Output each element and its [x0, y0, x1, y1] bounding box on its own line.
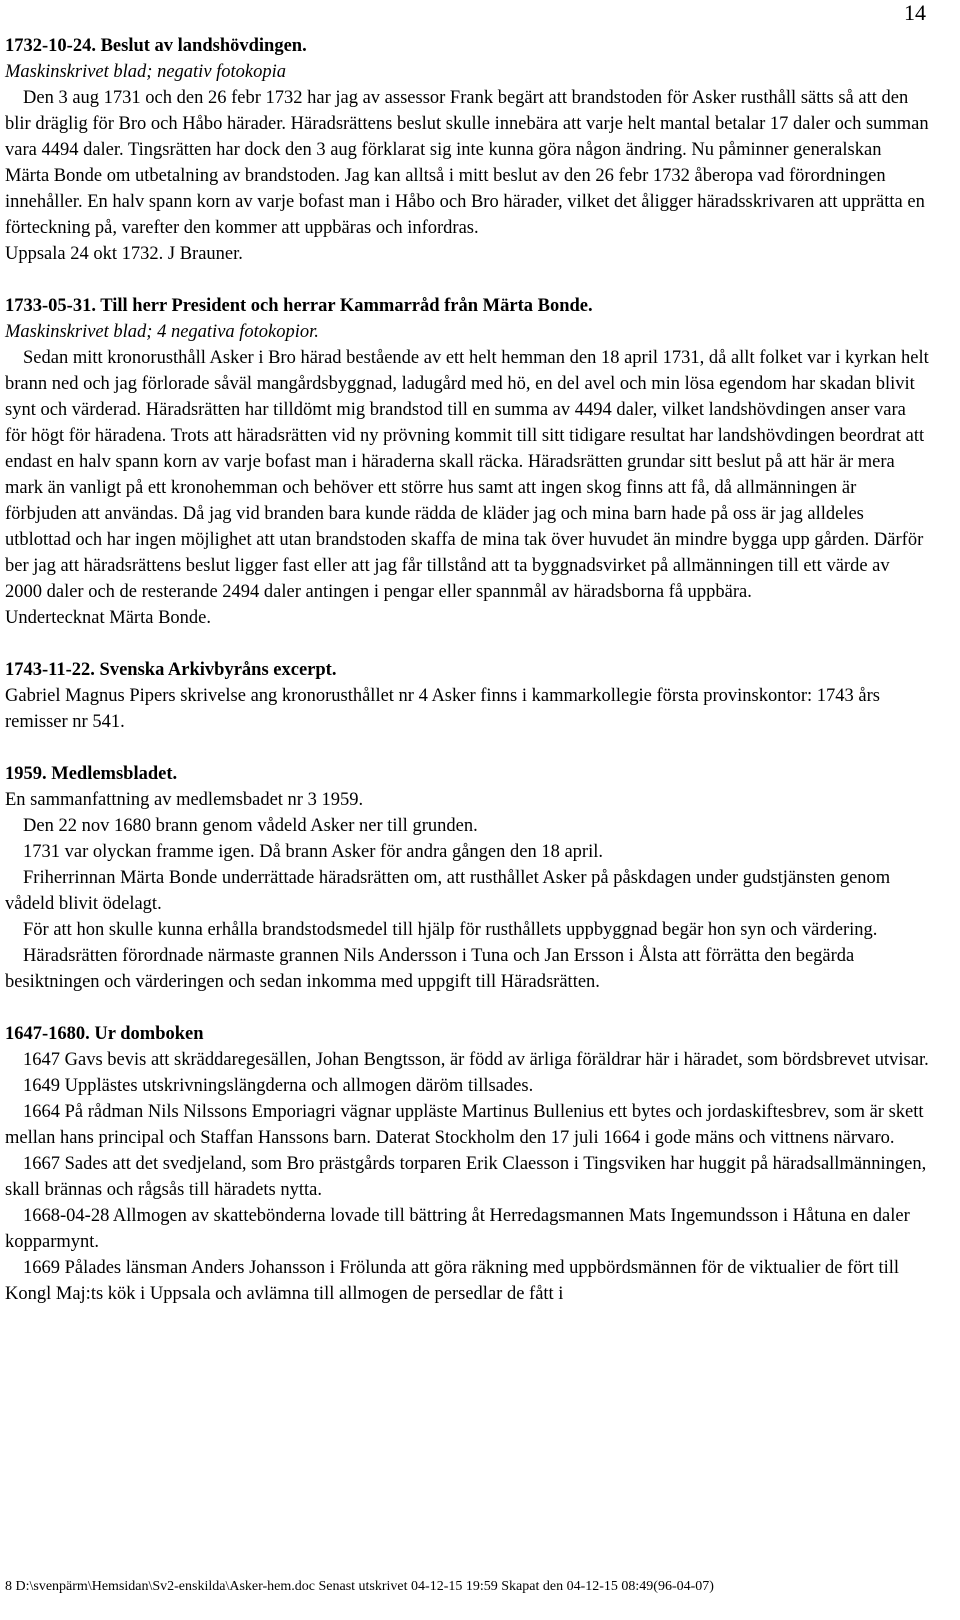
paragraph: Den 22 nov 1680 brann genom vådeld Asker ner till grunden.	[23, 816, 478, 836]
paragraph: Friherrinnan Märta Bonde underrättade häradsrätten om, att rusthållet Asker på påskdagen under gudstjänsten genom vådeld blivit ödelagt.	[5, 868, 891, 914]
paragraph: Undertecknat Märta Bonde.	[5, 608, 211, 628]
paragraph: 1649 Upplästes utskrivningslängderna och allmogen däröm tillsades.	[23, 1076, 534, 1096]
paragraph: En sammanfattning av medlemsbadet nr 3 1959.	[5, 790, 364, 810]
paragraph: 1647 Gavs bevis att skräddaregesällen, Johan Bengtsson, är född av ärliga föräldrar här i häradet, som bördsbrevet utvisar.	[23, 1050, 929, 1070]
page-number: 14	[904, 0, 926, 25]
paragraph: Gabriel Magnus Pipers skrivelse ang kronorusthållet nr 4 Asker finns i kammarkollegie första provinskontor: 1743 års remisser nr 541.	[5, 686, 880, 732]
paragraph: 1668-04-28 Allmogen av skattebönderna lovade till bättring åt Herredagsmannen Mats Ingemundsson i Håtuna en daler kopparmynt.	[5, 1206, 910, 1252]
paragraph: För att hon skulle kunna erhålla brandstodsmedel till hjälp för rusthållets uppbyggnad begär hon syn och värdering.	[23, 920, 878, 940]
section-heading: 1959. Medlemsbladet.	[5, 764, 178, 784]
paragraph: 1667 Sades att det svedjeland, som Bro prästgårds torparen Erik Claesson i Tingsviken har huggit på häradsallmänningen, skall brännas och rågsås till häradets nytta.	[5, 1154, 927, 1200]
paragraph: 1669 Pålades länsman Anders Johansson i Frölunda att göra räkning med uppbördsmännen för de viktualier de fört till Kongl Maj:ts kök i Uppsala och avlämna till allmogen de persedlar de fått i	[5, 1258, 900, 1304]
section-heading: 1732-10-24. Beslut av landshövdingen.	[5, 36, 307, 56]
section-source-note: Maskinskrivet blad; negativ fotokopia	[5, 62, 287, 82]
section-heading: 1733-05-31. Till herr President och herrar Kammarråd från Märta Bonde.	[5, 296, 593, 316]
paragraph: Den 3 aug 1731 och den 26 febr 1732 har jag av assessor Frank begärt att brandstoden för Asker rusthåll sätts så att den blir dräglig för Bro och Håbo härader. Häradsrättens beslut skulle innebära att varje helt mantal betalar 17 daler och summan vara 4494 daler. Tingsrätten har dock den 3 aug förklarat sig inte kunna göra någon ändring. Nu påminner generalskan Märta Bonde om utbetalning av brandstoden. Jag kan alltså i mitt beslut av den 26 febr 1732 åberopa vad förordningen innehåller. En halv spann korn av varje bofast man i Håbo och Bro härader, vilket det åligger häradsskrivaren att upprätta en förteckning på, varefter den kommer att uppbäras och infordras.	[5, 88, 929, 238]
paragraph: 1664 På rådman Nils Nilssons Emporiagri vägnar uppläste Martinus Bullenius ett bytes och jordaskiftesbrev, som är skett mellan hans principal och Staffan Hanssons barn. Daterat Stockholm den 17 juli 1664 i gode mäns och vittnens närvaro.	[5, 1102, 924, 1148]
paragraph: Uppsala 24 okt 1732. J Brauner.	[5, 244, 243, 264]
section-heading: 1743-11-22. Svenska Arkivbyråns excerpt.	[5, 660, 337, 680]
paragraph: 1731 var olyckan framme igen. Då brann Asker för andra gången den 18 april.	[23, 842, 603, 862]
document-footer: 8 D:\svenpärm\Hemsidan\Sv2-enskilda\Asker-hem.doc Senast utskrivet 04-12-15 19:59 Skapat den 04-12-15 08:49(96-04-07)	[5, 1579, 714, 1594]
document-body	[5, 33, 930, 1307]
section-source-note: Maskinskrivet blad; 4 negativa fotokopior.	[5, 322, 319, 342]
section-heading: 1647-1680. Ur domboken	[5, 1024, 204, 1044]
paragraph: Sedan mitt kronorusthåll Asker i Bro härad bestående av ett helt hemman den 18 april 1731, då allt folket var i kyrkan helt brann ned och jag förlorade såväl mangårdsbyggnad, ladugård med hö, en del avel och min lösa egendom har skadan blivit synt och värderad. Häradsrätten har tilldömt mig brandstod till en summa av 4494 daler, vilket landshövdingen anser vara för högt för häradena. Trots att häradsrätten vid ny prövning kommit till sitt tidigare resultat har landshövdingen beordrat att endast en halv spann korn av varje bofast man i häraderna skall räcka. Häradsrätten grundar sitt beslut på att här är mera mark än vanligt på ett kronohemman och behöver ett större hus samt att ingen skog finns att få, då allmänningen är förbjuden att användas. Då jag vid branden bara kunde rädda de kläder jag och mina barn hade på oss är jag alldeles utblottad och har ingen möjlighet att utan brandstoden skaffa de mina tak över huvudet än mindre bygga upp gården. Därför ber jag att häradsrättens beslut ligger fast eller att jag får tillstånd att ta byggnadsvirket på allmänningen till ett värde av 2000 daler och de resterande 2494 daler antingen i pengar eller spannmål av häradsborna få uppbära.	[5, 348, 929, 602]
paragraph: Häradsrätten förordnade närmaste grannen Nils Andersson i Tuna och Jan Ersson i Ålsta att förrätta den begärda besiktningen och värderingen och sedan inkomma med uppgift till Häradsrätten.	[5, 946, 855, 992]
